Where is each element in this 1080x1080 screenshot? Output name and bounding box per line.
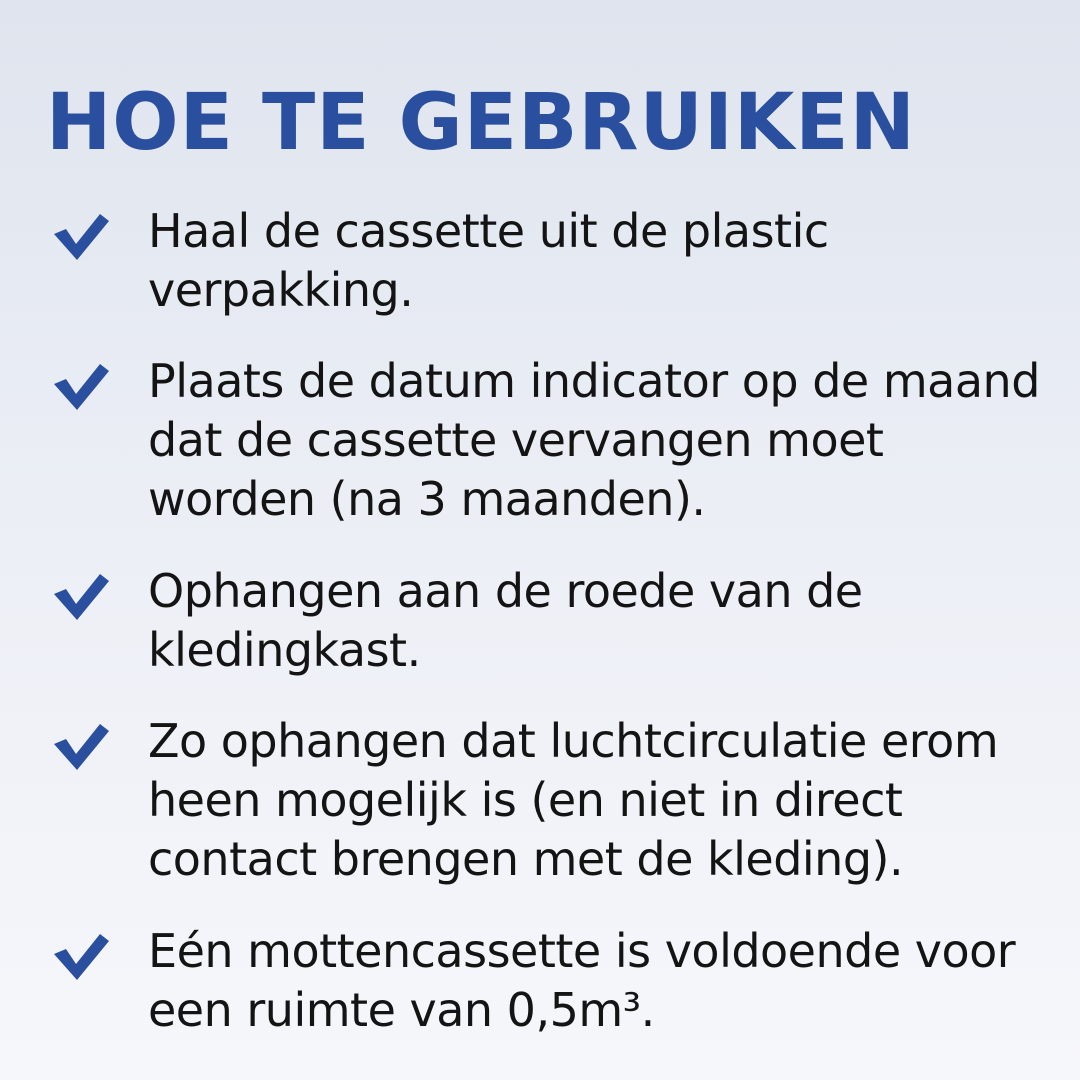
checkmark-icon [52,572,110,622]
checkmark-icon [52,362,110,412]
checkmark-icon [52,722,110,772]
page-title: HOE TE GEBRUIKEN [46,78,916,168]
step-text: Haal de cassette uit de plastic verpakking. [148,204,829,317]
step-text: Plaats de datum indicator op de maand dat de cassette vervangen moet worden (na 3 maanden). [148,354,1040,526]
step-text: Zo ophangen dat luchtcirculatie erom heen mogelijk is (en niet in direct contact brengen met de kleding). [148,714,999,886]
step-text: Ophangen aan de roede van de kledingkast. [148,564,863,677]
checkmark-icon [52,212,110,262]
step-text: Eén mottencassette is voldoende voor een ruimte van 0,5m³. [148,924,1016,1037]
checkmark-icon [52,932,110,982]
